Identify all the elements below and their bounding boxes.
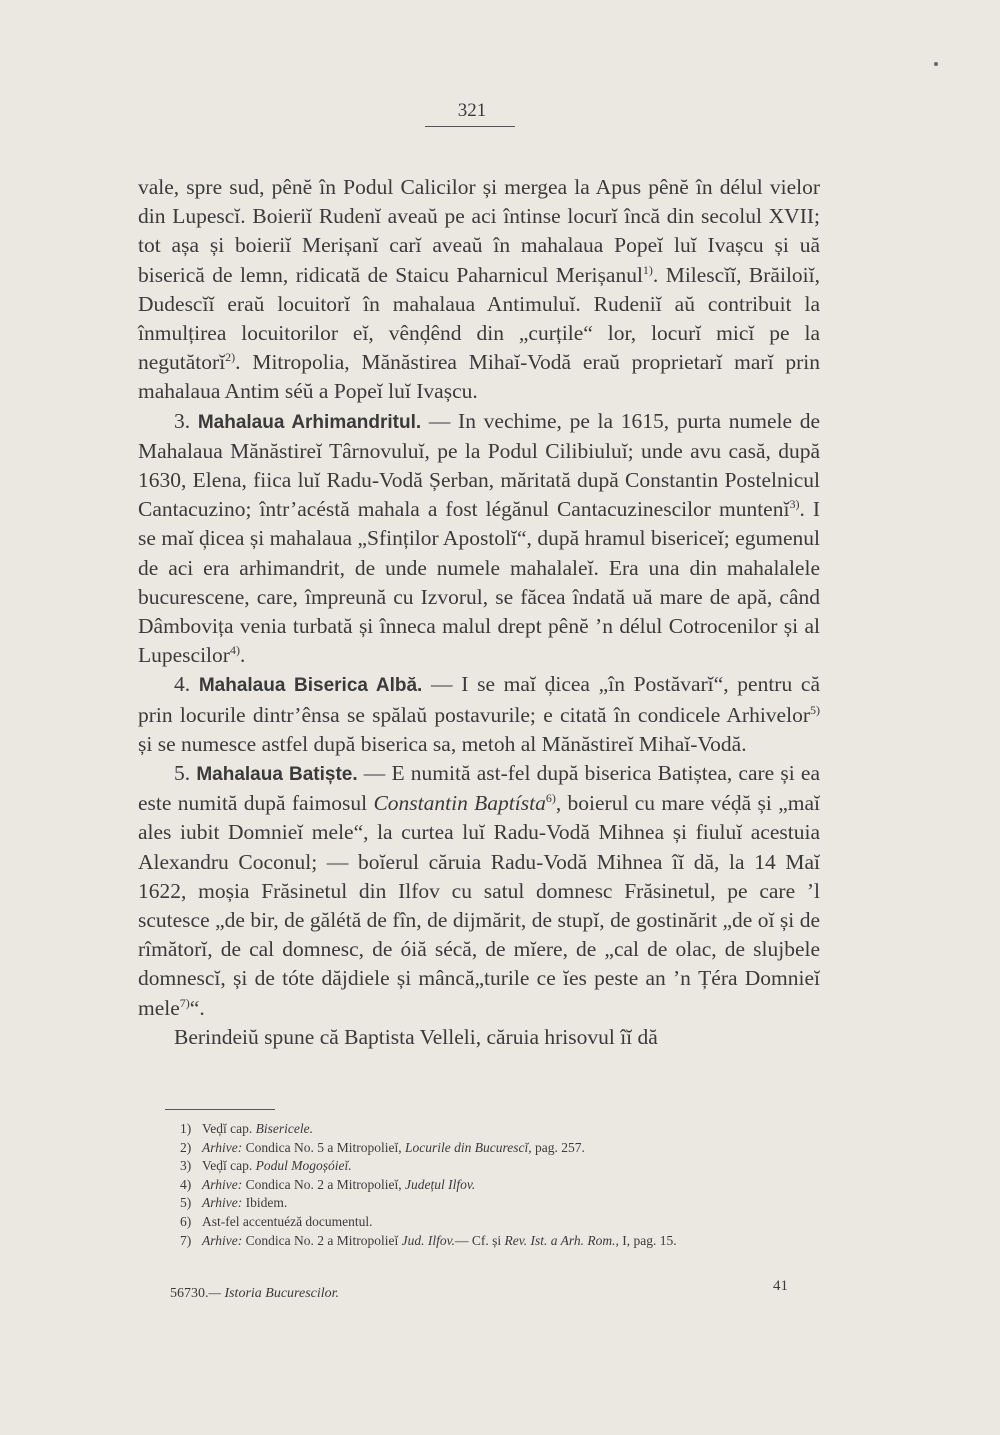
imprint-number: 56730. bbox=[170, 1286, 209, 1301]
footnote-number: 2) bbox=[180, 1139, 192, 1155]
text-run: , boierul cu mare véḑă și „maĭ ales iubit Domnieĭ mele“, la curtea luĭ Radu-Vodă Mihnea și fiuluĭ acestuia Alexandru Coconul; — boĭerul căruia Radu-Vodă Mihnea îĭ dă, la 14 Maĭ 1622, moșia Frăsinetul din Ilfov cu satul domnesc Frăsinetul, pe care ’l scutesce „de bir, de gălétă de fîn, de dijmărit, de stupĭ, de gostinărit „de oĭ și de rîmătorĭ, de cal domnesc, de óiă sécă, de mĭere, de „cal de olac, de slujbele domnescĭ, și de tóte dăjdiele și mâncă„turile ce ĭes peste an ’n Țéra Domnieĭ mele bbox=[138, 791, 820, 1020]
text-run: — I se maĭ ḑicea „în Postăvarĭ“, pentru că prin locurile dintr’ênsa se spălaŭ postavurile; e citată în condicele Arhivelor bbox=[138, 672, 820, 727]
italic-text: Locurile din Bucurescĭ, bbox=[404, 1139, 532, 1155]
text-run: I, pag. 15. bbox=[618, 1232, 677, 1248]
footnote-number: 6) bbox=[180, 1213, 192, 1229]
footnote-number: 1) bbox=[180, 1121, 192, 1136]
footnote-ref: 5) bbox=[810, 702, 820, 717]
imprint-line bbox=[170, 1286, 339, 1302]
text-run: Condica No. 2 a Mitropolieĭ, bbox=[242, 1176, 405, 1192]
footnote-number: 5) bbox=[180, 1195, 192, 1211]
footnote bbox=[180, 1120, 840, 1139]
italic-text: Arhive: bbox=[202, 1176, 243, 1192]
italic-text: Constantin Baptísta bbox=[373, 791, 546, 816]
text-run: . Mitropolia, Mănăstirea Mihaĭ-Vodă eraŭ proprietarĭ marĭ prin mahalaua Antim séŭ a Popeĭ luĭ Ivașcu. bbox=[138, 350, 820, 404]
italic-text: Arhive: bbox=[202, 1232, 243, 1248]
italic-text: Jud. Ilfov. bbox=[401, 1232, 455, 1248]
text-run: 5. bbox=[174, 761, 197, 786]
body-text bbox=[138, 173, 820, 1052]
text-run: — In vechime, pe la 1615, purta numele de Mahalaua Mănăstireĭ Târnovuluĭ, pe la Podul Cilibiuluĭ; unde avu casă, după 1630, Elena, fiica luĭ Radu-Vodă Șerban, măritată după Constantin Postelnicul Cantacuzino; într’acéstă mahala a fost légănul Cantacuzinescilor muntenĭ bbox=[138, 408, 821, 522]
footnote-ref: 7) bbox=[179, 995, 190, 1010]
paragraph bbox=[138, 670, 820, 759]
footnote-ref: 2) bbox=[225, 350, 236, 365]
footnote-number: 4) bbox=[180, 1176, 192, 1192]
text-run: . bbox=[239, 643, 246, 668]
ink-speck bbox=[934, 62, 938, 66]
footnote-ref: 4) bbox=[229, 643, 240, 658]
text-run: 3. bbox=[174, 408, 198, 433]
footnote bbox=[180, 1194, 840, 1213]
italic-text: Arhive: bbox=[202, 1195, 243, 1211]
sheet-number: 41 bbox=[773, 1278, 788, 1294]
text-run: “. bbox=[189, 995, 205, 1020]
paragraph bbox=[138, 759, 820, 1023]
text-run: Ibidem. bbox=[242, 1195, 288, 1211]
italic-text: Rev. Ist. a Arh. Rom., bbox=[504, 1232, 619, 1248]
footnote bbox=[180, 1213, 840, 1232]
text-run: Condica No. 2 a Mitropolieĭ bbox=[242, 1232, 402, 1248]
footnote bbox=[180, 1139, 840, 1158]
footnote-separator bbox=[165, 1109, 275, 1110]
italic-text: Arhive: bbox=[202, 1139, 243, 1155]
italic-text: Podul Mogoșóieĭ. bbox=[255, 1158, 352, 1174]
italic-text: Județul Ilfov. bbox=[404, 1176, 476, 1192]
text-run: . Milescĭĭ, Brăiloiĭ, Dudescĭĭ eraŭ locuitorĭ în mahalaua Antimuluĭ. Rudeniĭ aŭ contribuit la înmulțirea locuitorilor eĭ, vênḑênd din „curțile“ lor, locurĭ micĭ pe la negutătorĭ bbox=[138, 262, 820, 375]
text-run: Veḑĭ cap. bbox=[202, 1121, 256, 1136]
text-run: Condica No. 5 a Mitropolieĭ, bbox=[242, 1139, 405, 1155]
text-run: Berindeiŭ spune că Baptista Velleli, căruia hrisovul îĭ dă bbox=[174, 1024, 658, 1049]
footnote-ref: 3) bbox=[789, 497, 800, 512]
footnote bbox=[180, 1232, 840, 1251]
imprint-title: — Istoria Bucurescilor. bbox=[208, 1286, 340, 1301]
paragraph bbox=[138, 407, 820, 671]
footnote-number: 7) bbox=[180, 1232, 192, 1248]
text-run: — E numită ast-fel după biserica Batiștea, care și ea este numită după faimosul bbox=[138, 761, 821, 816]
text-run: . I se maĭ ḑicea și mahalaua „Sfinților Apostolĭ“, după hramul bisericeĭ; egumenul de aci era arhimandrit, de unde numele mahalaleĭ. Era una din mahalalele bucurescene, care, împreună cu Izvorul, se făcea îndată uă mare de apă, când Dâmbovița venia turbată și înneca malul drept pênĕ ’n délul Cotrocenilor și al Lupescilor bbox=[138, 497, 820, 668]
text-run: 4. bbox=[174, 672, 199, 697]
footnote bbox=[180, 1176, 840, 1195]
section-heading: Mahalaua Batiște. bbox=[196, 764, 358, 786]
text-run: — Cf. și bbox=[454, 1232, 505, 1248]
section-heading: Mahalaua Biserica Albă. bbox=[198, 675, 423, 697]
footnote-ref: 6) bbox=[545, 791, 556, 806]
text-run: și se numesce astfel după biserica sa, metoh al Mănăstireĭ Mihaĭ-Vodă. bbox=[138, 731, 747, 756]
italic-text: Bisericele. bbox=[255, 1121, 313, 1136]
text-run: pag. 257. bbox=[531, 1139, 585, 1155]
text-run: Ast-fel accentuéză documentul. bbox=[202, 1213, 373, 1229]
text-run: Veḑĭ cap. bbox=[202, 1158, 256, 1174]
page-number: 321 bbox=[457, 100, 487, 121]
text-run: vale, spre sud, pênĕ în Podul Calicilor și mergea la Apus pênĕ în délul vielor din Lupescĭ. Boieriĭ Rudenĭ aveaŭ pe aci întinse locurĭ încă din secolul XVII; tot așa și boieriĭ Merișanĭ carĭ aveaŭ în mahalaua Popeĭ luĭ Ivașcu și uă biserică de lemn, ridicată de Staicu Paharnicul Merișanul bbox=[138, 175, 820, 287]
page-number-underline bbox=[425, 126, 515, 127]
footnote-number: 3) bbox=[180, 1158, 192, 1174]
footnote-ref: 1) bbox=[642, 262, 653, 277]
paragraph bbox=[138, 1023, 820, 1052]
footnote bbox=[180, 1157, 840, 1176]
paragraph bbox=[138, 173, 820, 407]
footnotes bbox=[180, 1120, 840, 1250]
section-heading: Mahalaua Arhimandritul. bbox=[197, 411, 422, 433]
